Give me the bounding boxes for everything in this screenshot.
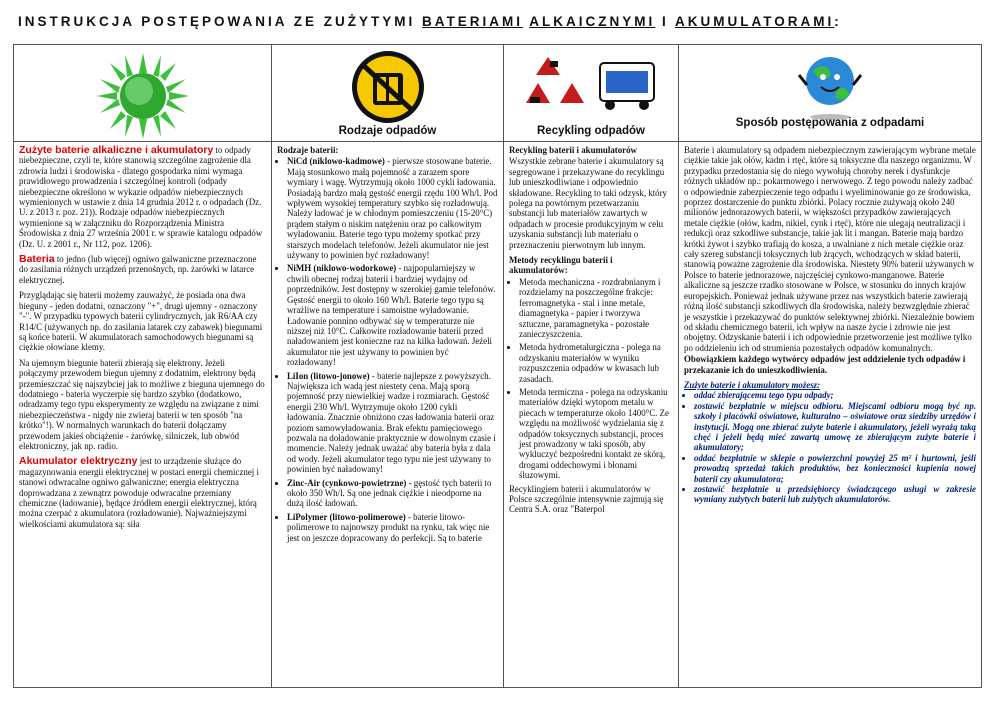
list-item: • Metoda termiczna - polega na odzyskaniu materiałów dzięki wytopom metalu w piecach w temperaturze około 1400°C. Ze względu na możliwość wydzielania się z odpadów toksycznych substancji, proces jest prowadzony w taki sposób, aby wykluczyć bezpośredni kontakt ze skórą, drogami oddechowymi i błonami śluzowymi. [519, 387, 673, 481]
header-sposob: Sposób postępowania z odpadami [735, 117, 925, 129]
column-4 [679, 142, 982, 688]
mozesz-heading: Zużyte baterie i akumulatory możesz: [684, 379, 821, 390]
rodzaje-intro: Rodzaje baterii: [277, 145, 339, 155]
header-cell-3 [504, 45, 679, 142]
page-title: INSTRUKCJA POSTĘPOWANIA ZE ZUŻYTYMI BATERIAMI ALKAICZNYMI I AKUMULATORAMI: [18, 14, 842, 29]
header-recykling: Recykling odpadów [537, 125, 645, 137]
list-item: • NiCd (niklowo-kadmowe) - pierwsze stosowane baterie. Mają stosunkowo małą pojemność a zarazem spore wymiary i wagę. Wytrzymują około 1000 cykli ładowania. Posiadają bardzo małą gęstość energii rzędu 100 Wh/l. Pod wpływem wysokiej temperatury szybko się rozładowują. Należy ładować je w chłodnym pomieszczeniu (15-20°C) prądem stałym o niskim natężeniu oraz po całkowitym wyładowaniu. Baterie tego typu możemy spotkać przy starszych modelach telefonów. Jeżeli akumulator nie jest używany to powinien być rozładowany! [287, 156, 498, 260]
list-item: • Metoda mechaniczna - rozdrabnianym i rozdzielamy na poszczególne frakcje: ferromagnetyka - stal i inne metale, diamagnetyka - papier i tworzywa sztuczne, paramagnetyka - pozostałe zanieczyszczenia. [519, 277, 673, 339]
list-item: • NiMH (niklowo-wodorkowe) - najpopularniejszy w chwili obecnej rodzaj baterii i bardziej wydajny od poprzedników. Jest dostępny w szerokiej gamie telefonów. Gęstość energii to około 160 Wh/l. Baterie tego typu są wrażliwe na temperature i samoistne wyładowanie. Ładowanie ponnino odbywać się w temperaturze nie niższej niż 10°C. Całkowite rozładowanie baterii przed naładowaniem jest konieczne raz na kilka ładowań. Jeżeli akumulator nie jest używany to powinien być rozładowany! [287, 263, 498, 367]
paragraph-bieguny: Przyglądając się baterii możemy zauważyć, że posiada ona dwa bieguny - jeden dodatni, oznaczony "+", drugi ujemny - oznaczony "-". W przypadku typowych baterii cylindrycznych, jak R6/AA czy R14/C (używanych np. do zasilania latarek czy zabawek) biegunami są końce baterii. W akumulatorach samochodowych biegunami są ciężkie ołowiane klemy. [19, 290, 263, 353]
header-cell-1 [14, 45, 272, 142]
sposob-paragraph: Baterie i akumulatory są odpadem niebezpiecznym zawierającym wybrane metale ciężkie takie jak ołów, kadm i rtęć, które są toksyczne dla naszego organizmu. W przypadku przedostania się do niego wywołują choroby nerek i dysfunkcje różnych układów np.: pokarmowego i nerwowego. Z tego powodu należy zadbać o odpowiednie zabezpieczenie tego odpadu i wyeliminowanie go ze środowiska, poprzez dostarczenie do punktu zbiórki. Polacy rocznie zużywają około 240 milionów jednorazowych baterii, w większości przypadków zawierających metale ciężkie (ołów, kadm, nikiel, cynk i rtęć), które nie ulegają neutralizacji i redukcji oraz szkodliwe substancje, takie jak lit i mangan. Baterie mają bardzo krótki żywot i szybko trafiają do kosza, a uwalniane z nich metale ciężkie oraz cały szereg substancji toksycznych lub żrących, wchodzących w skład baterii, stanowią poważne zagrożenie dla środowiska. Niestety 90% baterii używanych w Polsce to baterie jednorazowe, najczęściej cynkowo-manganowe. Baterie alkaliczne są jeszcze rzadko stosowane w Polsce, w stosunku do innych krajów europejskich. Ponieważ jednak używane przez nas wszystkich baterie zawierają różną ilość substancji szkodliwych dla środowiska, należy bezwzględnie zbierać je wszystkie i przekazywać do punktów selektywnej zbiórki. Niezależnie bowiem od składu chemicznego baterii, ich wpływ na nasze życie i zdrowie nie jest obojętny. Odzyskanie baterii i ich odpowiednie przetworzenie jest możliwe tylko po oddzieleniu ich od strumienia pozostałych odpadów komunalnych. [684, 145, 976, 353]
happy-globe-icon [795, 49, 865, 126]
header-cell-2 [272, 45, 504, 142]
column-2 [272, 142, 504, 688]
mozesz-block [684, 380, 976, 505]
recycling-icon [516, 53, 666, 118]
list-item: • zostawić bezpłatnie u przedsiębiorcy świadczącego usługi w zakresie wymiany zużytych baterii lub zużytych akumulatorów. [694, 484, 976, 505]
recykling-polska: Recyklingiem baterii i akumulatorów w Polsce szczególnie intensywnie zajmują się Centra S.A. oraz "Baterpol [509, 483, 664, 515]
list-item: • Metoda hydrometalurgiczna - polega na odzyskaniu materiałów w wyniku rozpuszczenia odpadów w kwasach lub zasadach. [519, 342, 673, 384]
list-item: • Zinc-Air (cynkowo-powietrzne) - gęstość tych baterii to około 350 Wh/l. Są one jednak ciężkie i nieodporne na dużą ilość ładowań. [287, 478, 498, 509]
recykling-paragraph: Wszystkie zebrane baterie i akumulatory są segregowane i przekazywane do recyklingu lub unieszkodliwiane i odpowiednio składowane. Recykling to taki odzysk, który polega na powtórnym przetwarzaniu substancji lub materiałów zawartych w odpadach w procesie produkcyjnym w celu uzyskania substancji lub materiału o przeznaczeniu pierwotnym lub innym. [509, 156, 667, 250]
instructions-table [13, 44, 982, 688]
header-cell-4 [679, 45, 982, 142]
paragraph-bateria: Bateria to jedno (lub więcej) ogniwo galwaniczne przeznaczone do zasilania różnych urządzeń przenośnych, np. żarówki w latarce elektrycznej. [19, 253, 257, 285]
recykling-heading: Recykling baterii i akumulatorów [509, 145, 637, 155]
column-3 [504, 142, 679, 688]
paragraph-elektrony: Na ujemnym biegunie baterii zbierają się elektrony. Jeżeli połączymy przewodem biegun ujemny z dodatnim, elektrony będą przemieszczać się najszybciej jak to możliwe z bieguna ujemnego do dodatniego - bateria wyczerpie się bardzo szybko (dodatkowo, odradzamy tego typu eksperymenty ze względu na związane z nimi niebezpieczeństwa - nigdy nie zwieraj baterii w ten sposób "na krótko"!). W normalnych warunkach do baterii dołączamy przewodem jakieś obciążenie - żarówkę, silniczek, lub obwód elektroniczny, jak np. radio. [19, 357, 265, 451]
list-item: • oddać bezpłatnie w sklepie o powierzchni powyżej 25 m² i hurtowni, jeśli prowadzą sprzedaż takich produktów, bez konieczności kupienia nowej baterii czy akumulatora; [694, 453, 976, 484]
green-sun-icon [95, 51, 191, 142]
metody-heading: Metody recyklingu baterii i akumulatorów: [509, 255, 613, 276]
list-item: • LiIon (litowo-jonowe) - baterie najlepsze z powyższych. Największa ich wadą jest niestety cena. Mają sporą pojemność przy niewielkiej wadze i rozmiarach. Gęstość energii 230 Wh/l. Wytrzymuje około 1200 cykli ładowania. Znacznie obniżono czas ładowania baterii oraz poziom samowyładowania. Brak efektu pamięciowego pozwala na doładowanie praktycznie w dowolnym czasie i momencie. Należy jednak uważać aby bateria była z dala od wody. Jeżeli akumulator tego typu nie jest używany to powinien być naładowany! [287, 371, 498, 475]
list-item: • oddać zbierającemu tego typu odpady; [694, 390, 976, 400]
paragraph-akumulator: Akumulator elektryczny jest to urządzenie służące do magazynowania energii elektrycznej w postaci energii chemicznej i stanowi odwracalne ogniwo galwaniczne; energia elektryczna doprowadzana z zewnątrz powoduje odwracalne przemiany chemiczne (ładowanie), będące źródłem energii elektrycznej, którą można czerpać z akumulatora (rozładowanie). Najważniejszymi wielkościami akumulatora są: siła [19, 455, 259, 529]
paragraph-zuzyte: Zużyte baterie alkaliczne i akumulatory to odpady niebezpieczne, czyli te, które stanowią szczególne zagrożenie dla zdrowia ludzi i środowiska - dlatego gospodarka nimi wymaga prawidłowego prowadzenia i szczególnej kontroli (odpady niebezpieczne określono w wykazie odpadów niebezpiecznych wymienionych w ustawie z dnia 14 grudnia 2012 r. o odpadach (Dz. U. z 2013 r. poz. 21)). Rodzaje odpadów niebezpiecznych wymienione są w załączniku do Rozporządzenia Ministra Środowiska z dnia 27 września 2001 r. w sprawie katalogu odpadów (Dz. U. z 2001 r., Nr 112, poz. 1206). [19, 144, 263, 249]
obowiazek-paragraph: Obowiązkiem każdego wytwórcy odpadów jest oddzielenie tych odpadów i przekazanie ich do unieszkodliwienia. [684, 354, 966, 375]
battery-no-trash-icon [349, 49, 427, 130]
list-item: • LiPolymer (litowo-polimerowe) - baterie litowo-polimerowe to najnowszy produkt na rynku, tak więc nie jest on jeszcze dopracowany do perfekcji. Są to baterie [287, 512, 498, 543]
header-rodzaje: Rodzaje odpadów [338, 125, 437, 137]
column-1 [14, 142, 272, 688]
list-item: • zostawić bezpłatnie w miejscu odbioru. Miejscami odbioru mogą być np. szkoły i placówki oświatowe, kulturalno – oświatowe oraz siedziby urzędów i instytucji. Mogą one zbierać zużyte baterie i akumulatory, jeżeli wyrażą taką chęć i jeżeli będą mieć zawartą umowę ze zbierającym zużyte baterie i akumulatory; [694, 401, 976, 453]
